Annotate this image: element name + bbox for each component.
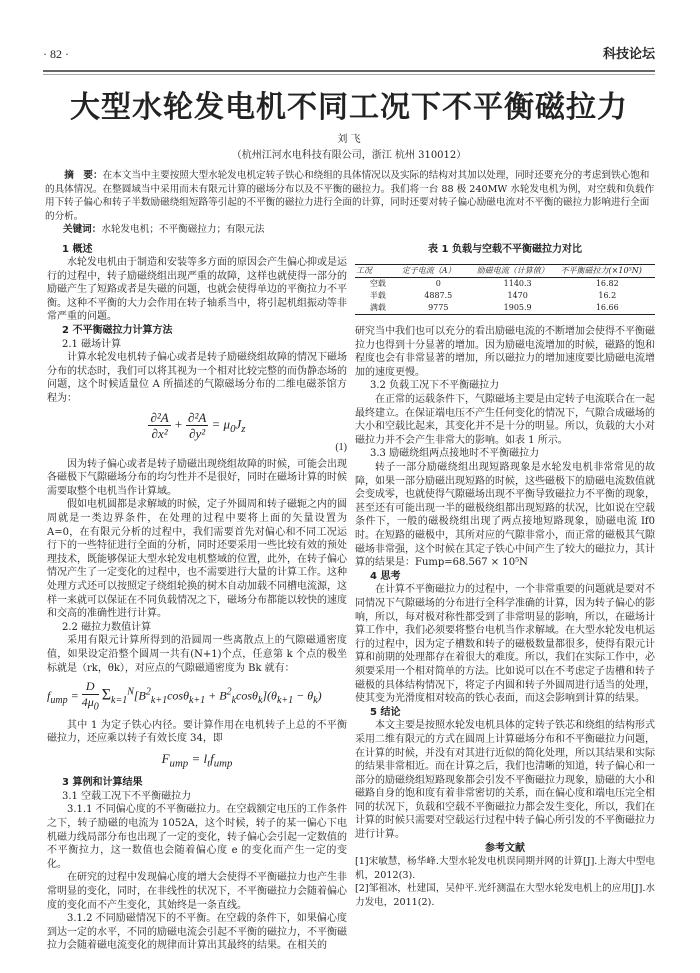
table-cell: 空载 (369, 279, 386, 289)
paragraph: 假如电机圆都是求解域的时候，定子外圆周和转子磁轭之内的圆周就是一类边界条件，在处理的过程中要将上面的矢量设置为 A=0，在有限元分析的过程中，我们需要首先对偏心和不同工况运行下的一些特征进行全面的分析，同时还要采用一些比较有效的预处理技术，既能够保证大型水轮发电机整域的位置，此外，在转子偏心情况产生了一定变化的过程中，也不需要进行大量的计算工作。这种处理方式还可以按照定子绕组轮换的树木自动加载不同槽电流源，这样一来就可以保证在不同负载情况之下，磁场分布都能以较快的速度和交高的准确性进行计算。 (47, 499, 347, 620)
paper-title: 大型水轮发电机不同工况下不平衡磁拉力 (70, 90, 628, 125)
section-heading: 2 不平衡磁拉力计算方法 (62, 325, 173, 337)
affiliation: （杭州江河水电科技有限公司，浙江 杭州 310012） (231, 150, 467, 161)
paragraph: 采用有限元计算所得到的沿圆周一些离散点上的气隙磁通密度值，如果设定沿整个圆周一共有(N+1)个点，任意第 k 个点的极坐标就是（rk，θk），对应点的气隙磁通密度为 Bk 就有： (47, 635, 347, 674)
equation-3: $F_{ump} = l_tf_{ump}$ (161, 750, 233, 770)
left-column (47, 243, 347, 954)
paragraph: 在正常的运载条件下，气隙磁场主要是由定转子电流联合在一起最终建立。在保证端电压不产生任何变化的情况下，气隙合成磁场的大小和空载比起来，其变化并不是十分的明显。所以，负载的大小对磁拉力并不会产生非常大的影响。如表 1 所示。 (355, 394, 655, 446)
table-cell: 16.82 (595, 279, 619, 289)
table-row (355, 302, 655, 315)
section-heading: 5 结论 (370, 706, 401, 718)
paragraph: 3.1.1 不同偏心度的不平衡磁拉力。在空载额定电压的工作条件之下，转子励磁的电流为 1052A，这个时候，转子的某一偏心下电机磁力线局部分布也出现了一定的变化，转子偏心会引起一定数值的不平衡拉力，这一数值也会随着偏心度 e 的变化而产生一定的变化。 (47, 804, 347, 870)
reference-item: [1]宋敏慧，杨华峰.大型水轮发电机误同期并网的计算[J].上海大中型电机，2012(3). (355, 856, 655, 881)
paragraph: 3.1.2 不同励磁情况下的不平衡。在空载的条件下，如果偏心度到达一定的水平，不同的励磁电流会引起不平衡的磁拉力，不平衡磁拉力会随着磁电流变化的规律而计算出其最终的结果。在相关的 (47, 913, 347, 952)
table-cell: 16.66 (560, 302, 655, 315)
section-heading: 4 思考 (370, 570, 401, 582)
column-header: 定子电流（A） (401, 265, 476, 278)
table-cell: 满载 (355, 302, 401, 315)
paragraph: 在计算不平衡磁拉力的过程中，一个非常重要的问题就是要对不同情况下气隙磁场的分布进行全科学准确的计算，因为转子偏心的影响，所以，每对极对称性都受到了非常明显的影响，所以，在磁场计算工作中，我们必须要将整台电机当作求解域。在大型水轮发电机运行的过程中，因为定子槽数和转子的磁极数量都很多，使得有限元计算和前期的处理都存在着很大的难度。所以，我们在实际工作中，必须要采用一个相对简单的方法。比如说可以在不考虑定子齿槽和转子磁极的具体结构情况下，将定子内圆和转子外圆周进行适当的处理，使其变为光滑度相对较高的铁心表面，而这会影响到计算的结果。 (355, 584, 655, 705)
paragraph: 水轮发电机由于制造和安装等多方面的原因会产生偏心抑或是运行的过程中，转子励磁绕组出现严重的故障，这样也就使得一部分的励磁产生了短路或者是失磁的问题，也就会使得单边的平衡拉力不平衡。这种不平衡的大力会作用在转子轴系当中，将引起机组振动等非常严重的问题。 (47, 257, 347, 323)
equation-1: $\frac{\text{∂²A}}{\text{∂x²}}$ + $\frac{\text{∂²A}}{\text{∂y²}}$ = $\mu_0J_z$ (1) (47, 410, 347, 454)
reference-item: [2]邹祖冰，杜建国，吴仲平.光纤测温在大型水轮发电机上的应用[J].水力发电，2011(2). (355, 883, 655, 909)
abstract-label: 摘 要： (64, 170, 103, 181)
subsection-heading: 2.1 磁场计算 (62, 338, 122, 350)
table-cell: 9775 (401, 302, 476, 315)
paragraph: 本文主要是按照水轮发电机具体的定转子铁芯和绕组的结构形式采用二维有限元的方式在圆周上计算磁场分布和不平衡磁拉力问题，在计算的时候，并没有对其进行近似的简化处理，所以其结果和实际的结果非常相近。而在计算之后，我们也清晰的知道，转子偏心和一部分的励磁绕组短路现象都会引发不平衡磁拉力现象，励磁的大小和磁路自身的饱和度有着非常密切的关系，而在偏心度和端电压完全相同的状况下，负载和空载不平衡磁拉力都会发生变化，所以，我们在计算的时候只需要对空载运行过程中转子偏心所引发的不平衡磁拉力进行计算。 (355, 720, 655, 841)
table-cell: 1470 (507, 291, 528, 301)
author: 刘 飞 (337, 134, 361, 145)
section-heading: 3 算例和计算结果 (62, 777, 143, 789)
table-cell: 半载 (369, 291, 386, 301)
keywords (43, 223, 655, 237)
paragraph: 计算水轮发电机转子偏心或者是转子励磁绕组故障的情况下磁场分布的状态时，我们可以将其视为一个相对比较完整的而伪静态场的问题，这个时候适量位 A 所描述的气隙磁场分布的二维电磁茶馆方程为： (47, 352, 347, 405)
table-cell: 1905.9 (476, 302, 560, 315)
subsection-heading: 3.3 励磁绕组两点接地时不平衡磁拉力 (370, 448, 540, 460)
equation-2: $f_{ump}$ = $\frac{D}{4\mu_0}$ $\Sigma_{k=1}^N[B^2_{k+1}\cos\theta_{k+1} + B^2_k\cos\theta_k](\theta_{k+1} - \theta_k)$ (47, 679, 322, 713)
table-cell: 0 (435, 279, 441, 289)
body-columns (43, 243, 655, 954)
section-heading: 1 概述 (62, 243, 93, 255)
paragraph: 其中 1 为定子铁心内径。要计算作用在电机转子上总的不平衡磁拉力，还应乘以转子有效长度 34，即 (47, 719, 347, 745)
header-rule (43, 70, 655, 75)
keywords-label: 关键词： (63, 224, 102, 235)
comparison-table (355, 264, 655, 315)
column-header: 工况 (355, 265, 401, 278)
column-header: 励磁电流（计算值） (476, 265, 560, 278)
subsection-heading: 2.2 磁拉力数值计算 (62, 621, 152, 633)
paragraph: 在研究的过程中发现偏心度的增大会使得不平衡磁拉力也产生非常明显的变化，同时，在非线性的状况下，不平衡磁拉力会随着偏心度的变化而不产生变化，其始终是一条直线。 (47, 872, 347, 911)
journal-name: 科技论坛 (602, 47, 655, 62)
abstract-text: 在本文当中主要按照大型水轮发电机定转子铁心和绕组的具体情况以及实际的结构对其加以处理，同时还要充分的考虑到铁心饱和的具体情况。在整圆域当中采用而未有限元计算的磁场分布以及不平衡的磁拉力。我们将一台 88 极 240MW 水轮发电机为例，对空载和负载作用下转子偏心和转子半数励磁绕组短路等引起的不平衡的磁拉力进行全面的计算，同时还要对转子偏心励磁电流对不平衡的磁拉力影响进行全面的分析。 (45, 170, 655, 222)
table-header-row (355, 265, 655, 278)
paragraph: 转子一部分励磁绕组出现短路现象是水轮发电机非常常见的故障，如果一部分励磁出现短路的时候，这些磁极下的励磁电流数值就会变成零，也就使得气隙磁场出现不平衡导致磁拉力不平衡的现象，甚至还有可能出现一半的磁极绕组都出现短路的状况，比如说在空载条件下，一般的磁极绕组出现了两点接地短路现象，励磁电流 If0 时。在短路的磁极中，其所对应的气隙非常小，而正常的磁极其气隙磁场非常强，这个时候在其定子铁心中间产生了较大的磁拉力，其计算的结果是：Fump=68.567 × 10⁵N (355, 462, 655, 569)
page-number: · 82 · (43, 47, 69, 61)
table-title: 表 1 负载与空载不平衡磁拉力对比 (428, 243, 582, 255)
right-column (355, 243, 655, 954)
paragraph: 研究当中我们也可以充分的看出励磁电流的不断增加会使得不平衡磁拉力也得到十分显著的增加。因为励磁电流增加的时候，磁路的饱和程度也会有非常显著的增加，所以磁拉力的增加速度要比励磁电流增加的速度更慢。 (355, 326, 655, 378)
table-row (355, 290, 655, 302)
equation-number: (1) (335, 441, 347, 453)
table-cell: 4887.5 (424, 291, 453, 301)
references-heading: 参考文献 (485, 842, 525, 854)
running-header (43, 43, 655, 62)
keywords-text: 水轮发电机；不平衡磁拉力；有限元法 (101, 224, 265, 235)
column-header: 不平衡磁拉力(×10⁵N) (560, 265, 655, 278)
table-row (355, 278, 655, 291)
table-cell: 1140.3 (503, 279, 532, 289)
paragraph: 因为转子偏心或者是转子励磁出现绕组故障的时候，可能会出现各磁极下气隙磁场分布的均匀性并不是很好，同时在磁场计算的时候需要取整个电机当作计算域。 (47, 458, 347, 497)
subsection-heading: 3.2 负载工况下不平衡磁拉力 (370, 380, 500, 392)
table-cell: 16.2 (598, 291, 617, 301)
subsection-heading: 3.1 空载工况下不平衡磁拉力 (62, 790, 192, 802)
abstract (43, 169, 655, 223)
